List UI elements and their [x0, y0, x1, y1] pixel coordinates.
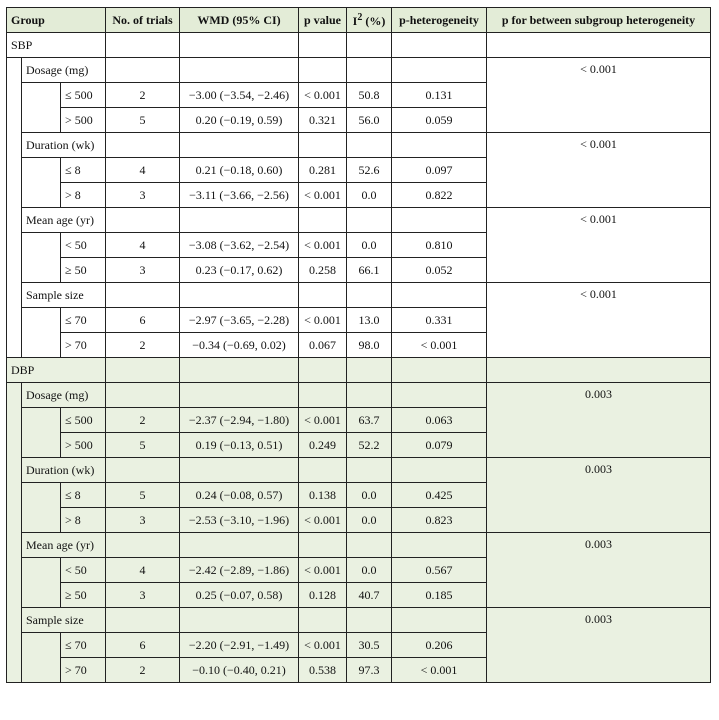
indent-cell	[7, 383, 22, 683]
wmd-value: 0.24 (−0.08, 0.57)	[180, 483, 299, 508]
empty-cell	[106, 133, 180, 158]
empty-cell	[299, 133, 347, 158]
empty-cell	[299, 283, 347, 308]
indent-cell	[22, 558, 61, 608]
empty-cell	[180, 33, 299, 58]
p-value: < 0.001	[299, 233, 347, 258]
empty-cell	[392, 383, 487, 408]
header-i2	[347, 8, 392, 33]
trials-value: 4	[106, 233, 180, 258]
subgroup-label: Duration (wk)	[22, 458, 106, 483]
section-label: DBP	[7, 358, 106, 383]
p-heterogeneity-value: 0.079	[392, 433, 487, 458]
level-label: ≤ 500	[61, 83, 106, 108]
empty-cell	[347, 533, 392, 558]
subgroup-analysis-table	[6, 7, 711, 683]
header-trials: No. of trials	[106, 8, 180, 33]
i2-value: 0.0	[347, 508, 392, 533]
i2-value: 0.0	[347, 183, 392, 208]
indent-cell	[22, 83, 61, 133]
header-pvalue: p value	[299, 8, 347, 33]
level-label: ≤ 500	[61, 408, 106, 433]
i2-value: 98.0	[347, 333, 392, 358]
subgroup-label: Duration (wk)	[22, 133, 106, 158]
i2-value: 50.8	[347, 83, 392, 108]
p-heterogeneity-value: 0.331	[392, 308, 487, 333]
wmd-value: −3.08 (−3.62, −2.54)	[180, 233, 299, 258]
i2-value: 0.0	[347, 558, 392, 583]
p-heterogeneity-value: 0.185	[392, 583, 487, 608]
p-value: < 0.001	[299, 83, 347, 108]
p-value: < 0.001	[299, 508, 347, 533]
i2-value: 0.0	[347, 233, 392, 258]
empty-cell	[347, 58, 392, 83]
empty-cell	[106, 458, 180, 483]
header-i2-base: I	[352, 13, 358, 28]
indent-cell	[22, 233, 61, 283]
trials-value: 3	[106, 183, 180, 208]
between-subgroup-p: 0.003	[487, 608, 711, 683]
empty-cell	[347, 458, 392, 483]
section-row	[7, 358, 711, 383]
level-label: > 500	[61, 108, 106, 133]
empty-cell	[106, 358, 180, 383]
indent-cell	[22, 633, 61, 683]
wmd-value: −0.34 (−0.69, 0.02)	[180, 333, 299, 358]
empty-cell	[180, 58, 299, 83]
i2-value: 40.7	[347, 583, 392, 608]
trials-value: 4	[106, 558, 180, 583]
empty-cell	[487, 33, 711, 58]
p-heterogeneity-value: 0.822	[392, 183, 487, 208]
p-value: 0.249	[299, 433, 347, 458]
subgroup-label: Dosage (mg)	[22, 383, 106, 408]
empty-cell	[347, 283, 392, 308]
subgroup-row	[7, 58, 711, 83]
trials-value: 5	[106, 108, 180, 133]
empty-cell	[347, 608, 392, 633]
empty-cell	[347, 208, 392, 233]
wmd-value: 0.19 (−0.13, 0.51)	[180, 433, 299, 458]
empty-cell	[299, 208, 347, 233]
p-value: 0.258	[299, 258, 347, 283]
indent-cell	[22, 408, 61, 458]
empty-cell	[180, 208, 299, 233]
level-label: ≤ 70	[61, 308, 106, 333]
p-value: 0.281	[299, 158, 347, 183]
p-heterogeneity-value: < 0.001	[392, 333, 487, 358]
i2-value: 52.2	[347, 433, 392, 458]
level-label: < 50	[61, 558, 106, 583]
subgroup-row	[7, 608, 711, 633]
level-label: ≤ 8	[61, 483, 106, 508]
wmd-value: 0.25 (−0.07, 0.58)	[180, 583, 299, 608]
empty-cell	[347, 358, 392, 383]
trials-value: 3	[106, 508, 180, 533]
between-subgroup-p: < 0.001	[487, 133, 711, 208]
indent-cell	[22, 158, 61, 208]
p-heterogeneity-value: 0.206	[392, 633, 487, 658]
between-subgroup-p: 0.003	[487, 383, 711, 458]
level-label: ≥ 50	[61, 258, 106, 283]
i2-value: 30.5	[347, 633, 392, 658]
empty-cell	[392, 33, 487, 58]
header-group: Group	[7, 8, 106, 33]
p-value: < 0.001	[299, 633, 347, 658]
wmd-value: 0.23 (−0.17, 0.62)	[180, 258, 299, 283]
between-subgroup-p: < 0.001	[487, 58, 711, 133]
between-subgroup-p: < 0.001	[487, 283, 711, 358]
empty-cell	[106, 58, 180, 83]
empty-cell	[299, 458, 347, 483]
trials-value: 3	[106, 258, 180, 283]
subgroup-row	[7, 383, 711, 408]
empty-cell	[392, 208, 487, 233]
level-label: ≤ 8	[61, 158, 106, 183]
p-value: 0.067	[299, 333, 347, 358]
wmd-value: −2.97 (−3.65, −2.28)	[180, 308, 299, 333]
wmd-value: −2.20 (−2.91, −1.49)	[180, 633, 299, 658]
empty-cell	[347, 133, 392, 158]
p-value: < 0.001	[299, 558, 347, 583]
between-subgroup-p: 0.003	[487, 533, 711, 608]
wmd-value: 0.21 (−0.18, 0.60)	[180, 158, 299, 183]
p-heterogeneity-value: 0.052	[392, 258, 487, 283]
table-header	[7, 8, 711, 33]
empty-cell	[299, 33, 347, 58]
p-heterogeneity-value: 0.425	[392, 483, 487, 508]
wmd-value: −3.11 (−3.66, −2.56)	[180, 183, 299, 208]
p-heterogeneity-value: 0.063	[392, 408, 487, 433]
i2-value: 66.1	[347, 258, 392, 283]
level-label: > 500	[61, 433, 106, 458]
subgroup-row	[7, 133, 711, 158]
level-label: ≥ 50	[61, 583, 106, 608]
empty-cell	[347, 33, 392, 58]
i2-value: 63.7	[347, 408, 392, 433]
p-value: < 0.001	[299, 183, 347, 208]
level-label: > 70	[61, 658, 106, 683]
wmd-value: −2.42 (−2.89, −1.86)	[180, 558, 299, 583]
indent-cell	[22, 308, 61, 358]
empty-cell	[392, 458, 487, 483]
p-value: 0.128	[299, 583, 347, 608]
i2-value: 13.0	[347, 308, 392, 333]
empty-cell	[106, 383, 180, 408]
wmd-value: −2.53 (−3.10, −1.96)	[180, 508, 299, 533]
trials-value: 3	[106, 583, 180, 608]
empty-cell	[392, 608, 487, 633]
empty-cell	[299, 608, 347, 633]
i2-value: 52.6	[347, 158, 392, 183]
header-wmd: WMD (95% CI)	[180, 8, 299, 33]
empty-cell	[106, 33, 180, 58]
level-label: > 70	[61, 333, 106, 358]
subgroup-label: Sample size	[22, 283, 106, 308]
level-label: ≤ 70	[61, 633, 106, 658]
wmd-value: 0.20 (−0.19, 0.59)	[180, 108, 299, 133]
subgroup-label: Mean age (yr)	[22, 533, 106, 558]
empty-cell	[392, 133, 487, 158]
empty-cell	[106, 608, 180, 633]
wmd-value: −3.00 (−3.54, −2.46)	[180, 83, 299, 108]
trials-value: 4	[106, 158, 180, 183]
empty-cell	[392, 283, 487, 308]
subgroup-row	[7, 533, 711, 558]
empty-cell	[106, 533, 180, 558]
trials-value: 5	[106, 433, 180, 458]
empty-cell	[392, 358, 487, 383]
empty-cell	[487, 358, 711, 383]
header-i2-sup: 2	[357, 11, 363, 23]
empty-cell	[180, 458, 299, 483]
trials-value: 6	[106, 633, 180, 658]
trials-value: 5	[106, 483, 180, 508]
p-value: 0.138	[299, 483, 347, 508]
empty-cell	[299, 533, 347, 558]
trials-value: 2	[106, 658, 180, 683]
level-label: > 8	[61, 183, 106, 208]
subgroup-label: Mean age (yr)	[22, 208, 106, 233]
empty-cell	[180, 533, 299, 558]
empty-cell	[392, 533, 487, 558]
p-value: 0.321	[299, 108, 347, 133]
level-label: < 50	[61, 233, 106, 258]
section-dbp	[7, 358, 711, 683]
p-heterogeneity-value: < 0.001	[392, 658, 487, 683]
empty-cell	[299, 58, 347, 83]
p-heterogeneity-value: 0.131	[392, 83, 487, 108]
empty-cell	[392, 58, 487, 83]
wmd-value: −0.10 (−0.40, 0.21)	[180, 658, 299, 683]
p-heterogeneity-value: 0.810	[392, 233, 487, 258]
empty-cell	[106, 283, 180, 308]
p-value: < 0.001	[299, 408, 347, 433]
p-heterogeneity-value: 0.567	[392, 558, 487, 583]
empty-cell	[180, 283, 299, 308]
i2-value: 56.0	[347, 108, 392, 133]
section-sbp	[7, 33, 711, 358]
empty-cell	[180, 608, 299, 633]
between-subgroup-p: 0.003	[487, 458, 711, 533]
between-subgroup-p: < 0.001	[487, 208, 711, 283]
p-heterogeneity-value: 0.059	[392, 108, 487, 133]
i2-value: 0.0	[347, 483, 392, 508]
trials-value: 2	[106, 83, 180, 108]
indent-cell	[22, 483, 61, 533]
empty-cell	[180, 383, 299, 408]
section-row	[7, 33, 711, 58]
header-i2-unit: (%)	[362, 13, 386, 28]
level-label: > 8	[61, 508, 106, 533]
i2-value: 97.3	[347, 658, 392, 683]
empty-cell	[180, 133, 299, 158]
p-heterogeneity-value: 0.823	[392, 508, 487, 533]
p-value: 0.538	[299, 658, 347, 683]
wmd-value: −2.37 (−2.94, −1.80)	[180, 408, 299, 433]
section-label: SBP	[7, 33, 106, 58]
trials-value: 2	[106, 408, 180, 433]
empty-cell	[180, 358, 299, 383]
subgroup-row	[7, 208, 711, 233]
indent-cell	[7, 58, 22, 358]
empty-cell	[299, 383, 347, 408]
trials-value: 2	[106, 333, 180, 358]
subgroup-label: Dosage (mg)	[22, 58, 106, 83]
subgroup-label: Sample size	[22, 608, 106, 633]
p-value: < 0.001	[299, 308, 347, 333]
empty-cell	[347, 383, 392, 408]
p-heterogeneity-value: 0.097	[392, 158, 487, 183]
header-p-heterogeneity: p-heterogeneity	[392, 8, 487, 33]
empty-cell	[106, 208, 180, 233]
subgroup-row	[7, 458, 711, 483]
subgroup-row	[7, 283, 711, 308]
header-p-between-subgroup: p for between subgroup heterogeneity	[487, 8, 711, 33]
empty-cell	[299, 358, 347, 383]
trials-value: 6	[106, 308, 180, 333]
